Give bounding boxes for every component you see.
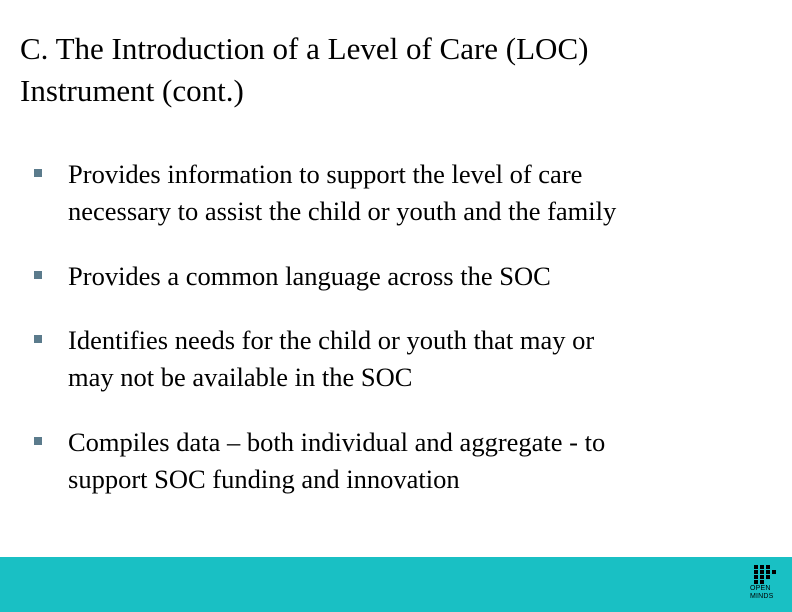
bullet-text (68, 156, 774, 230)
square-bullet-icon (34, 335, 42, 343)
bullet-text-line-1: Identifies needs for the child or youth that may or (68, 325, 595, 355)
square-bullet-icon (34, 169, 42, 177)
bullet-text-line-2: necessary to assist the child or youth and the family (68, 196, 617, 226)
square-bullet-icon (34, 271, 42, 279)
bullet-text-line-2: may not be available in the SOC (68, 362, 413, 392)
bullet-item (34, 424, 774, 498)
footer-band (0, 557, 792, 612)
bullet-text (68, 424, 774, 498)
bullet-text-line-1: Provides information to support the level of care (68, 159, 583, 189)
bullet-text (68, 258, 774, 295)
square-bullet-icon (34, 437, 42, 445)
bullet-text-line-2: support SOC funding and innovation (68, 464, 460, 494)
bullet-text (68, 322, 774, 396)
slide-title (20, 28, 780, 112)
bullet-item (34, 258, 774, 295)
bullet-item (34, 156, 774, 230)
logo-line-2: MINDS (750, 593, 774, 600)
bullet-text-line-1: Provides a common language across the SOC (68, 261, 551, 291)
bullet-item (34, 322, 774, 396)
logo-line-1: OPEN (750, 585, 771, 592)
logo-wordmark (750, 585, 786, 601)
slide-title-line-1: C. The Introduction of a Level of Care (LOC) (20, 31, 589, 66)
slide-title-line-2: Instrument (cont.) (20, 73, 244, 108)
bullet-text-line-1: Compiles data – both individual and aggregate - to (68, 427, 606, 457)
